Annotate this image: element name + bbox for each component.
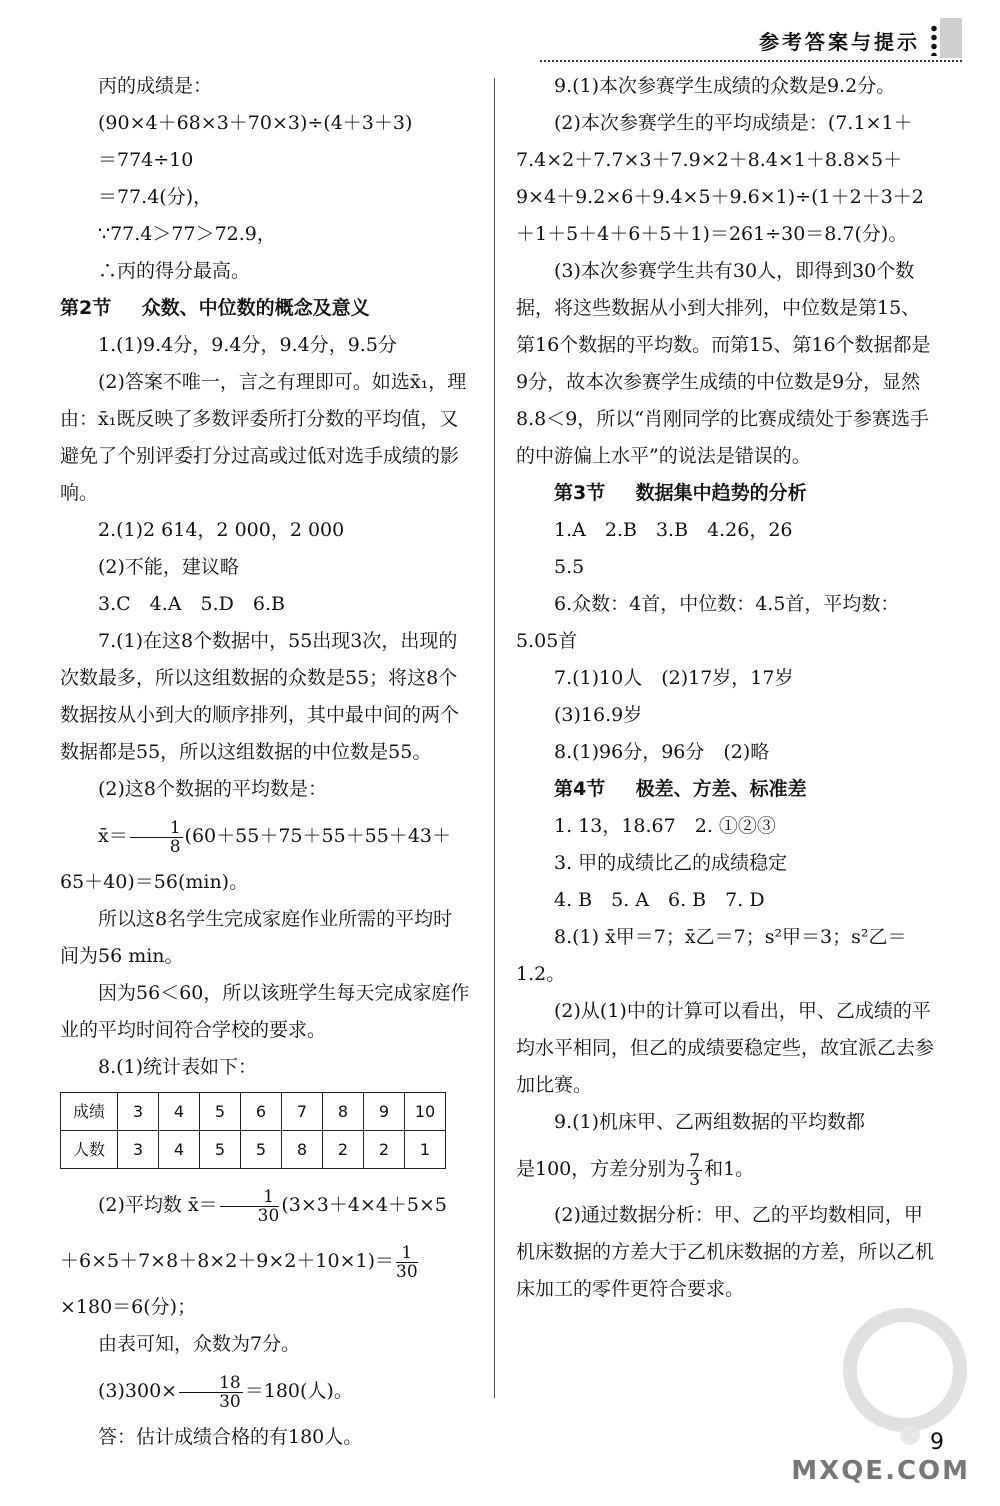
left-column — [60, 68, 470, 1456]
table-cell: 8 — [282, 1131, 323, 1169]
answer-paragraph: 7.(1)在这8个数据中，55出现3次，出现的次数最多，所以这组数据的众数是55；将这8个数据按从小到大的顺序排列，其中最中间的两个数据都是55，所以这组数据的中位数是55。 — [60, 630, 460, 763]
answer-line: 由表可知，众数为7分。 — [98, 1333, 301, 1355]
answer-paragraph: 所以这8名学生完成家庭作业所需的平均时间为56 min。 — [60, 908, 453, 967]
section-number: 第3节 — [554, 482, 606, 504]
answer-line: 1.A 2.B 3.B 4.26，26 — [554, 519, 793, 541]
fraction-denominator: 30 — [396, 1261, 418, 1282]
table-cell: 10 — [405, 1093, 446, 1131]
fraction-denominator: 30 — [219, 1391, 241, 1412]
right-column — [516, 68, 934, 1308]
watermark-text: MXQE.COM — [791, 1456, 970, 1486]
table-cell: 6 — [241, 1093, 282, 1131]
answer-line: 5.5 — [554, 556, 585, 578]
answer-paragraph: 9.(1)本次参赛学生成绩的众数是9.2分。 — [554, 75, 896, 97]
formula-text: ＝180(人)。 — [244, 1380, 353, 1402]
answer-paragraph: 6.众数：4首，中位数：4.5首，平均数：5.05首 — [516, 593, 900, 652]
table-cell: 5 — [200, 1093, 241, 1131]
fraction-numerator: 1 — [396, 1244, 418, 1263]
fraction — [220, 1188, 280, 1225]
table-cell: 3 — [118, 1131, 159, 1169]
fraction — [130, 819, 183, 856]
formula-line — [60, 1177, 470, 1233]
answer-paragraph: (2)通过数据分析：甲、乙的平均数相同，甲机床数据的方差大于乙机床数据的方差，所以乙机床加工的零件更符合要求。 — [516, 1204, 935, 1300]
answer-paragraph: (2)答案不唯一，言之有理即可。如选x̄₁，理由：x̄₁既反映了多数评委所打分数的平均值，又避免了个别评委打分过高或过低对选手成绩的影响。 — [60, 371, 467, 504]
answer-paragraph: 因为56＜60，所以该班学生每天完成家庭作业的平均时间符合学校的要求。 — [60, 982, 470, 1041]
fraction — [687, 1152, 702, 1189]
answer-line: 1.(1)9.4分，9.4分，9.4分，9.5分 — [98, 334, 397, 356]
fraction — [179, 1374, 243, 1411]
answer-line: ＝774÷10 — [98, 149, 194, 171]
answer-line: (3)16.9岁 — [554, 704, 643, 726]
answer-line: ∴丙的得分最高。 — [98, 260, 251, 282]
section-heading — [60, 290, 470, 327]
watermark-dot — [900, 1425, 920, 1445]
answer-line: 4. B 5. A 6. B 7. D — [554, 889, 765, 911]
fraction-numerator: 1 — [220, 1188, 280, 1207]
answer-line: 3.C 4.A 5.D 6.B — [98, 593, 285, 615]
page-header — [0, 0, 1000, 60]
answer-paragraph: (3)本次参赛学生共有30人，即得到30个数据，将这些数据从小到大排列，中位数是第15、第16个数据的平均数。而第15、第16个数据都是9分，故本次参赛学生成绩的中位数是9分，显然8.8＜9，所以“肖刚同学的比赛成绩处于参赛选手的中游偏上水平”的说法是错误的。 — [516, 260, 931, 467]
formula-text: (3×3＋4×4＋5×5 — [281, 1194, 448, 1216]
table-cell: 4 — [159, 1093, 200, 1131]
answer-paragraph: (2)本次参赛学生的平均成绩是：(7.1×1＋7.4×2＋7.7×3＋7.9×2＋8.4×1＋8.8×5＋9×4＋9.2×6＋9.4×5＋9.6×1)÷(1＋2＋3＋2＋1＋5＋4＋6＋5＋1)＝261÷30＝8.7(分)。 — [516, 112, 924, 245]
formula-text: (2)平均数 x̄＝ — [98, 1194, 218, 1216]
section-title: 众数、中位数的概念及意义 — [141, 297, 370, 319]
formula-line — [60, 1233, 470, 1289]
formula-text: (60＋55＋75＋55＋55＋43＋ — [184, 825, 452, 847]
formula-line — [516, 1141, 934, 1197]
table-cell: 4 — [159, 1131, 200, 1169]
fraction-denominator: 30 — [257, 1205, 280, 1226]
answer-paragraph: 8.(1) x̄甲＝7；x̄乙＝7；s²甲＝3；s²乙＝1.2。 — [516, 926, 907, 985]
statistics-table — [60, 1092, 446, 1169]
section-heading — [516, 475, 934, 512]
formula-line — [60, 808, 470, 864]
table-cell: 8 — [323, 1093, 364, 1131]
header-dotted-rule — [540, 60, 962, 62]
answer-line: ∵77.4＞77＞72.9， — [98, 223, 276, 245]
fraction-numerator: 7 — [689, 1150, 701, 1171]
table-cell: 1 — [405, 1131, 446, 1169]
column-divider — [494, 78, 495, 1398]
table-cell: 2 — [364, 1131, 405, 1169]
header-dots-decoration — [930, 24, 938, 56]
answer-line: ＝77.4(分)， — [98, 186, 213, 208]
watermark-ring — [850, 1315, 960, 1425]
answer-paragraph: (2)从(1)中的计算可以看出，甲、乙成绩的平均水平相同，但乙的成绩要稳定些，故宜派乙去参加比赛。 — [516, 1000, 935, 1096]
answer-line: 9.(1)机床甲、乙两组数据的平均数都 — [554, 1111, 866, 1133]
formula-text: 是100，方差分别为 — [516, 1158, 686, 1180]
formula-text: (3)300× — [98, 1380, 178, 1402]
table-cell: 5 — [241, 1131, 282, 1169]
section-number: 第2节 — [60, 297, 112, 319]
formula-line — [60, 1363, 470, 1419]
fraction-numerator: 1 — [130, 819, 183, 838]
header-gray-tab — [940, 18, 962, 58]
header-title: 参考答案与提示 — [759, 30, 920, 54]
answer-line: 答：估计成绩合格的有180人。 — [98, 1426, 363, 1448]
section-number: 第4节 — [554, 778, 606, 800]
answer-line: 3. 甲的成绩比乙的成绩稳定 — [554, 852, 788, 874]
formula-text: 和1。 — [704, 1158, 755, 1180]
section-title: 极差、方差、标准差 — [635, 778, 807, 800]
answer-line: 2.(1)2 614，2 000，2 000 — [98, 519, 345, 541]
fraction-denominator: 3 — [689, 1169, 701, 1190]
answer-line: 1. 13，18.67 2. ①②③ — [554, 815, 776, 837]
page-number: 9 — [930, 1430, 944, 1455]
answer-line: (2)不能，建议略 — [98, 556, 239, 578]
table-row-header: 人数 — [61, 1131, 118, 1169]
answer-line: 7.(1)10人 (2)17岁，17岁 — [554, 667, 794, 689]
answer-line: (90×4＋68×3＋70×3)÷(4＋3＋3) — [98, 112, 413, 134]
answer-line: (2)这8个数据的平均数是： — [98, 778, 328, 800]
table-row-header: 成绩 — [61, 1093, 118, 1131]
table-cell: 2 — [323, 1131, 364, 1169]
table-cell: 5 — [200, 1131, 241, 1169]
answer-line: 丙的成绩是： — [98, 75, 213, 97]
answer-line: 65＋40)＝56(min)。 — [60, 871, 249, 893]
section-title: 数据集中趋势的分析 — [635, 482, 807, 504]
table-cell: 9 — [364, 1093, 405, 1131]
answer-line: ×180＝6(分)； — [60, 1296, 197, 1318]
fraction — [396, 1244, 418, 1281]
section-heading — [516, 771, 934, 808]
table-cell: 3 — [118, 1093, 159, 1131]
fraction-numerator: 18 — [179, 1374, 243, 1393]
fraction-denominator: 8 — [169, 836, 181, 857]
formula-text: x̄＝ — [98, 825, 128, 847]
table-row — [61, 1131, 446, 1169]
table-row — [61, 1093, 446, 1131]
table-cell: 7 — [282, 1093, 323, 1131]
answer-line: 8.(1)统计表如下： — [98, 1056, 258, 1078]
formula-text: ＋6×5＋7×8＋8×2＋9×2＋10×1)＝ — [60, 1250, 394, 1272]
answer-line: 8.(1)96分，96分 (2)略 — [554, 741, 770, 763]
